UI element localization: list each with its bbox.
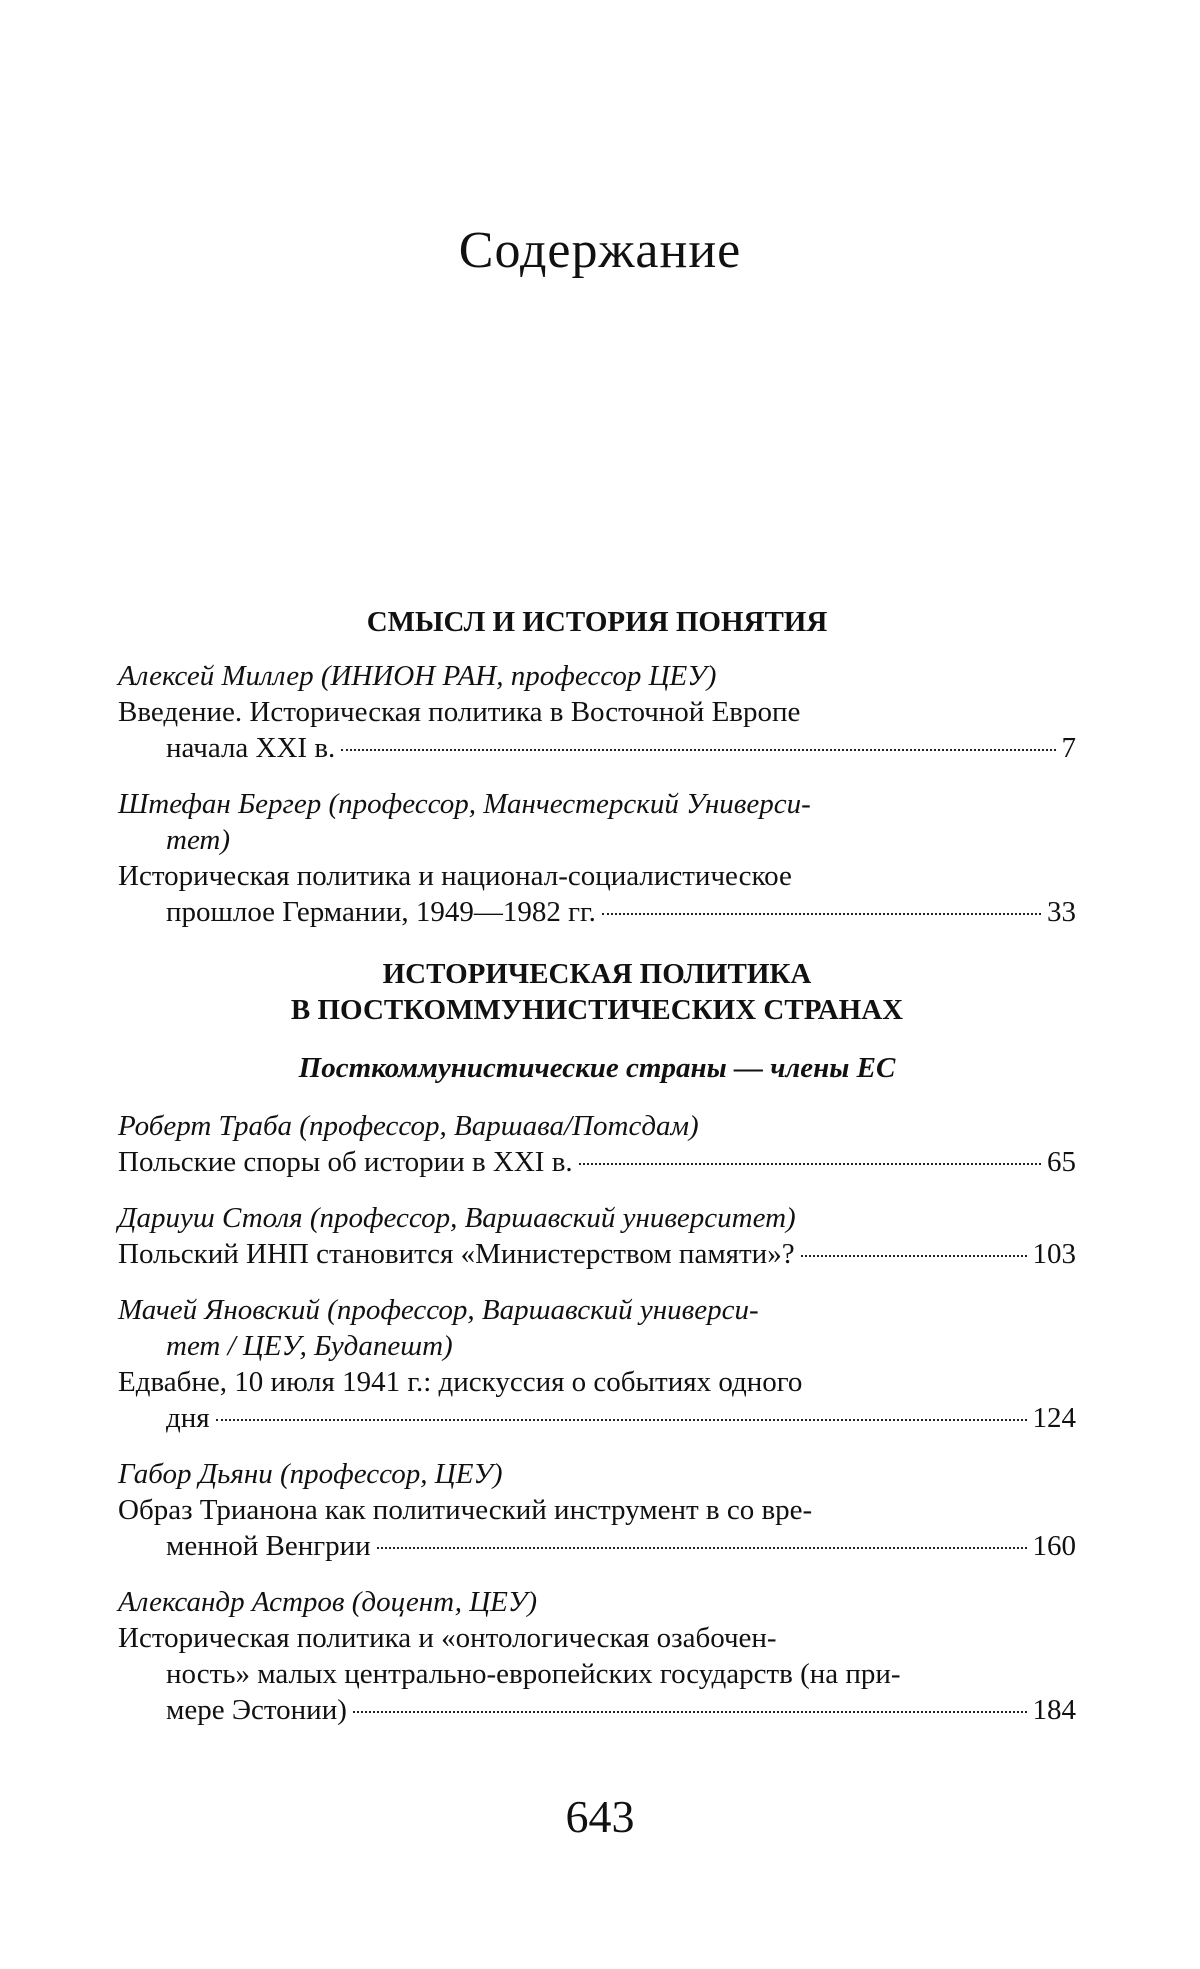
page-title: Содержание bbox=[458, 221, 742, 279]
entry-title bbox=[118, 1144, 1076, 1180]
toc-entry bbox=[118, 1584, 1076, 1728]
entry-title bbox=[118, 1620, 1076, 1728]
title-line: ность» малых центрально-европейских государств (на при- bbox=[166, 1658, 901, 1690]
toc-section bbox=[118, 604, 1076, 930]
entry-title bbox=[118, 1364, 1076, 1436]
section-title: В ПОСТКОММУНИСТИЧЕСКИХ СТРАНАХ bbox=[290, 994, 904, 1026]
subsection-title: Посткоммунистические страны — члены ЕС bbox=[298, 1052, 896, 1084]
entry-title bbox=[118, 1236, 1076, 1272]
author-line: Александр Астров (доцент, ЦЕУ) bbox=[118, 1586, 538, 1618]
title-line: Историческая политика и «онтологическая озабочен- bbox=[118, 1622, 777, 1654]
page-ref: 184 bbox=[1032, 1694, 1076, 1726]
entry-author bbox=[118, 1200, 1076, 1236]
title-line: менной Венгрии bbox=[166, 1530, 371, 1562]
entry-author bbox=[118, 786, 1076, 858]
page-ref: 65 bbox=[1047, 1146, 1076, 1178]
author-line: тет) bbox=[166, 824, 231, 856]
section-title: ИСТОРИЧЕСКАЯ ПОЛИТИКА bbox=[382, 958, 812, 990]
toc-entry bbox=[118, 658, 1076, 766]
page-ref: 7 bbox=[1061, 732, 1076, 764]
title-line: прошлое Германии, 1949—1982 гг. bbox=[166, 896, 596, 928]
title-line: Едвабне, 10 июля 1941 г.: дискуссия о событиях одного bbox=[118, 1366, 803, 1398]
dot-leader bbox=[801, 1255, 1027, 1257]
entry-author bbox=[118, 1292, 1076, 1364]
toc-entry bbox=[118, 1200, 1076, 1272]
title-line: Польские споры об истории в XXI в. bbox=[118, 1146, 573, 1178]
page-number: 643 bbox=[565, 1791, 635, 1842]
entry-title bbox=[118, 1492, 1076, 1564]
title-line: Историческая политика и национал-социалистическое bbox=[118, 860, 792, 892]
dot-leader bbox=[216, 1419, 1027, 1421]
title-line: Образ Трианона как политический инструмент в со вре- bbox=[118, 1494, 813, 1526]
dot-leader bbox=[579, 1163, 1041, 1165]
toc-entry bbox=[118, 1108, 1076, 1180]
page-ref: 103 bbox=[1032, 1238, 1076, 1270]
title-line: мере Эстонии) bbox=[166, 1694, 347, 1726]
author-line: тет / ЦЕУ, Будапешт) bbox=[166, 1330, 453, 1362]
author-line: Алексей Миллер (ИНИОН РАН, профессор ЦЕУ) bbox=[118, 660, 717, 692]
entry-title bbox=[118, 858, 1076, 930]
title-line: Польский ИНП становится «Министерством памяти»? bbox=[118, 1238, 795, 1270]
title-line: дня bbox=[166, 1402, 210, 1434]
dot-leader bbox=[353, 1711, 1027, 1713]
page-ref: 33 bbox=[1047, 896, 1076, 928]
author-line: Штефан Бергер (профессор, Манчестерский Универси- bbox=[118, 788, 811, 820]
table-of-contents bbox=[118, 604, 1076, 1748]
title-line: Введение. Историческая политика в Восточной Европе bbox=[118, 696, 801, 728]
author-line: Мачей Яновский (профессор, Варшавский универси- bbox=[118, 1294, 759, 1326]
entry-author bbox=[118, 1584, 1076, 1620]
entry-author bbox=[118, 658, 1076, 694]
author-line: Габор Дьяни (профессор, ЦЕУ) bbox=[118, 1458, 503, 1490]
section-title: СМЫСЛ И ИСТОРИЯ ПОНЯТИЯ bbox=[366, 606, 828, 638]
dot-leader bbox=[602, 913, 1041, 915]
dot-leader bbox=[341, 749, 1055, 751]
toc-entry bbox=[118, 1292, 1076, 1436]
entry-author bbox=[118, 1108, 1076, 1144]
entry-title bbox=[118, 694, 1076, 766]
title-line: начала XXI в. bbox=[166, 732, 336, 764]
toc-section bbox=[118, 956, 1076, 1728]
page-ref: 160 bbox=[1032, 1530, 1076, 1562]
page-ref: 124 bbox=[1032, 1402, 1076, 1434]
toc-entry bbox=[118, 786, 1076, 930]
entry-author bbox=[118, 1456, 1076, 1492]
author-line: Роберт Траба (профессор, Варшава/Потсдам) bbox=[118, 1110, 699, 1142]
toc-entry bbox=[118, 1456, 1076, 1564]
author-line: Дариуш Столя (профессор, Варшавский университет) bbox=[118, 1202, 796, 1234]
dot-leader bbox=[377, 1547, 1027, 1549]
